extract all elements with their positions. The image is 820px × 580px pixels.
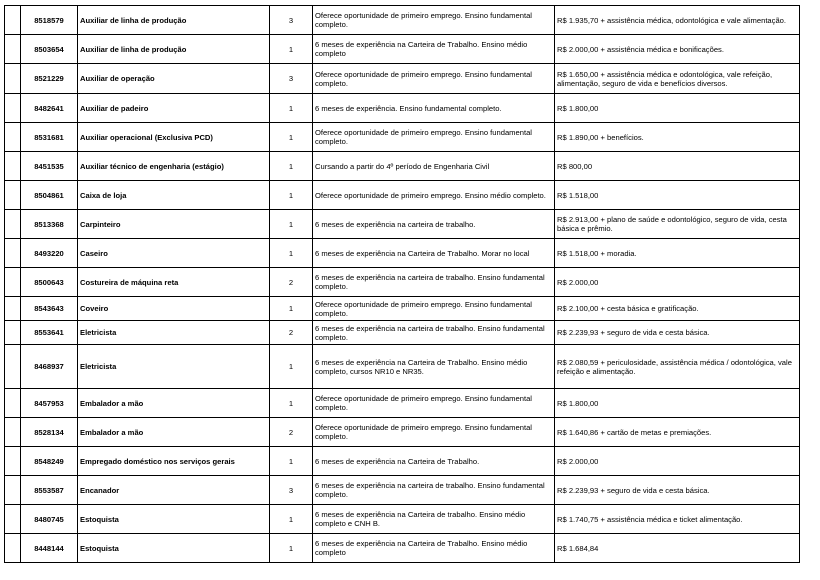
- job-vacancy-table: [4, 5, 800, 563]
- job-requirements: 6 meses de experiência na Carteira de Trabalho. Morar no local: [313, 239, 555, 268]
- row-blank-cell: [5, 418, 21, 447]
- vacancy-quantity: 1: [270, 123, 313, 152]
- table-row: [5, 476, 800, 505]
- vacancy-quantity: 1: [270, 239, 313, 268]
- vacancy-code: 8553587: [21, 476, 78, 505]
- job-title: Auxiliar de linha de produção: [78, 35, 270, 64]
- job-salary: R$ 1.684,84: [555, 534, 800, 563]
- vacancy-quantity: 2: [270, 418, 313, 447]
- table-row: [5, 321, 800, 345]
- vacancy-quantity: 1: [270, 389, 313, 418]
- job-salary: R$ 1.650,00 + assistência médica e odontológica, vale refeição, alimentação, seguro de vida e benefícios diversos.: [555, 64, 800, 94]
- vacancy-quantity: 1: [270, 181, 313, 210]
- vacancy-quantity: 1: [270, 447, 313, 476]
- job-title: Auxiliar de operação: [78, 64, 270, 94]
- job-salary: R$ 2.000,00: [555, 447, 800, 476]
- row-blank-cell: [5, 321, 21, 345]
- vacancy-code: 8548249: [21, 447, 78, 476]
- vacancy-code: 8518579: [21, 6, 78, 35]
- job-requirements: Oferece oportunidade de primeiro emprego. Ensino fundamental completo.: [313, 64, 555, 94]
- job-salary: R$ 1.518,00: [555, 181, 800, 210]
- job-title: Eletricista: [78, 321, 270, 345]
- row-blank-cell: [5, 181, 21, 210]
- table-row: [5, 297, 800, 321]
- job-salary: R$ 1.518,00 + moradia.: [555, 239, 800, 268]
- vacancy-code: 8504861: [21, 181, 78, 210]
- job-requirements: 6 meses de experiência na carteira de trabalho.: [313, 210, 555, 239]
- job-requirements: 6 meses de experiência na Carteira de Trabalho.: [313, 447, 555, 476]
- job-requirements: 6 meses de experiência. Ensino fundamental completo.: [313, 94, 555, 123]
- vacancy-code: 8480745: [21, 505, 78, 534]
- row-blank-cell: [5, 268, 21, 297]
- row-blank-cell: [5, 210, 21, 239]
- job-title: Embalador a mão: [78, 418, 270, 447]
- job-requirements: 6 meses de experiência na Carteira de Trabalho. Ensino médio completo: [313, 35, 555, 64]
- job-requirements: 6 meses de experiência na carteira de trabalho. Ensino fundamental completo.: [313, 476, 555, 505]
- job-salary: R$ 1.890,00 + benefícios.: [555, 123, 800, 152]
- table-row: [5, 345, 800, 389]
- table-row: [5, 210, 800, 239]
- vacancy-code: 8448144: [21, 534, 78, 563]
- job-title: Auxiliar técnico de engenharia (estágio): [78, 152, 270, 181]
- job-requirements: Oferece oportunidade de primeiro emprego. Ensino fundamental completo.: [313, 6, 555, 35]
- row-blank-cell: [5, 123, 21, 152]
- table-row: [5, 35, 800, 64]
- row-blank-cell: [5, 505, 21, 534]
- vacancy-code: 8543643: [21, 297, 78, 321]
- vacancy-code: 8500643: [21, 268, 78, 297]
- vacancy-code: 8528134: [21, 418, 78, 447]
- job-title: Eletricista: [78, 345, 270, 389]
- job-salary: R$ 1.640,86 + cartão de metas e premiações.: [555, 418, 800, 447]
- table-row: [5, 181, 800, 210]
- row-blank-cell: [5, 6, 21, 35]
- vacancy-quantity: 1: [270, 505, 313, 534]
- job-title: Caixa de loja: [78, 181, 270, 210]
- job-salary: R$ 1.800,00: [555, 94, 800, 123]
- row-blank-cell: [5, 389, 21, 418]
- vacancy-code: 8521229: [21, 64, 78, 94]
- row-blank-cell: [5, 64, 21, 94]
- row-blank-cell: [5, 534, 21, 563]
- vacancy-quantity: 2: [270, 268, 313, 297]
- vacancy-code: 8531681: [21, 123, 78, 152]
- vacancy-quantity: 1: [270, 210, 313, 239]
- job-title: Auxiliar operacional (Exclusiva PCD): [78, 123, 270, 152]
- job-requirements: Oferece oportunidade de primeiro emprego. Ensino fundamental completo.: [313, 123, 555, 152]
- job-salary: R$ 1.740,75 + assistência médica e ticket alimentação.: [555, 505, 800, 534]
- job-salary: R$ 2.080,59 + periculosidade, assistência médica / odontológica, vale refeição e alimentação.: [555, 345, 800, 389]
- vacancy-quantity: 1: [270, 534, 313, 563]
- job-title: Encanador: [78, 476, 270, 505]
- table-row: [5, 123, 800, 152]
- job-title: Auxiliar de padeiro: [78, 94, 270, 123]
- job-salary: R$ 1.800,00: [555, 389, 800, 418]
- row-blank-cell: [5, 297, 21, 321]
- job-requirements: 6 meses de experiência na Carteira de trabalho. Ensino médio completo e CNH B.: [313, 505, 555, 534]
- job-title: Coveiro: [78, 297, 270, 321]
- vacancy-quantity: 1: [270, 345, 313, 389]
- job-title: Estoquista: [78, 505, 270, 534]
- job-requirements: 6 meses de experiência na Carteira de Trabalho. Ensino médio completo, cursos NR10 e NR35.: [313, 345, 555, 389]
- job-requirements: Oferece oportunidade de primeiro emprego. Ensino fundamental completo.: [313, 389, 555, 418]
- row-blank-cell: [5, 152, 21, 181]
- job-salary: R$ 2.913,00 + plano de saúde e odontológico, seguro de vida, cesta básica e prêmio.: [555, 210, 800, 239]
- vacancy-code: 8493220: [21, 239, 78, 268]
- vacancy-code: 8482641: [21, 94, 78, 123]
- table-row: [5, 94, 800, 123]
- table-row: [5, 389, 800, 418]
- job-requirements: Oferece oportunidade de primeiro emprego. Ensino fundamental completo.: [313, 418, 555, 447]
- table-row: [5, 418, 800, 447]
- vacancy-quantity: 3: [270, 6, 313, 35]
- vacancy-code: 8451535: [21, 152, 78, 181]
- row-blank-cell: [5, 94, 21, 123]
- job-salary: R$ 2.239,93 + seguro de vida e cesta básica.: [555, 476, 800, 505]
- row-blank-cell: [5, 239, 21, 268]
- job-title: Embalador a mão: [78, 389, 270, 418]
- job-title: Caseiro: [78, 239, 270, 268]
- job-requirements: Cursando a partir do 4º período de Engenharia Civil: [313, 152, 555, 181]
- vacancy-quantity: 3: [270, 476, 313, 505]
- job-title: Empregado doméstico nos serviços gerais: [78, 447, 270, 476]
- row-blank-cell: [5, 35, 21, 64]
- row-blank-cell: [5, 447, 21, 476]
- vacancy-quantity: 1: [270, 94, 313, 123]
- job-requirements: Oferece oportunidade de primeiro emprego. Ensino fundamental completo.: [313, 297, 555, 321]
- vacancy-quantity: 1: [270, 35, 313, 64]
- job-requirements: 6 meses de experiência na Carteira de Trabalho. Ensino médio completo: [313, 534, 555, 563]
- table-row: [5, 64, 800, 94]
- vacancy-code: 8468937: [21, 345, 78, 389]
- vacancy-quantity: 2: [270, 321, 313, 345]
- job-salary: R$ 800,00: [555, 152, 800, 181]
- table-row: [5, 505, 800, 534]
- job-requirements: 6 meses de experiência na carteira de trabalho. Ensino fundamental completo.: [313, 268, 555, 297]
- job-salary: R$ 2.100,00 + cesta básica e gratificação.: [555, 297, 800, 321]
- row-blank-cell: [5, 345, 21, 389]
- job-title: Costureira de máquina reta: [78, 268, 270, 297]
- vacancy-quantity: 1: [270, 297, 313, 321]
- job-salary: R$ 2.000,00: [555, 268, 800, 297]
- table-row: [5, 6, 800, 35]
- row-blank-cell: [5, 476, 21, 505]
- job-requirements: 6 meses de experiência na carteira de trabalho. Ensino fundamental completo.: [313, 321, 555, 345]
- table-row: [5, 239, 800, 268]
- table-row: [5, 447, 800, 476]
- job-requirements: Oferece oportunidade de primeiro emprego. Ensino médio completo.: [313, 181, 555, 210]
- vacancy-quantity: 3: [270, 64, 313, 94]
- job-title: Estoquista: [78, 534, 270, 563]
- job-salary: R$ 2.000,00 + assistência médica e bonificações.: [555, 35, 800, 64]
- vacancy-code: 8553641: [21, 321, 78, 345]
- table-row: [5, 152, 800, 181]
- job-title: Carpinteiro: [78, 210, 270, 239]
- job-salary: R$ 2.239,93 + seguro de vida e cesta básica.: [555, 321, 800, 345]
- vacancy-code: 8503654: [21, 35, 78, 64]
- vacancy-quantity: 1: [270, 152, 313, 181]
- job-title: Auxiliar de linha de produção: [78, 6, 270, 35]
- vacancy-code: 8457953: [21, 389, 78, 418]
- table-row: [5, 534, 800, 563]
- table-row: [5, 268, 800, 297]
- vacancy-code: 8513368: [21, 210, 78, 239]
- job-salary: R$ 1.935,70 + assistência médica, odontológica e vale alimentação.: [555, 6, 800, 35]
